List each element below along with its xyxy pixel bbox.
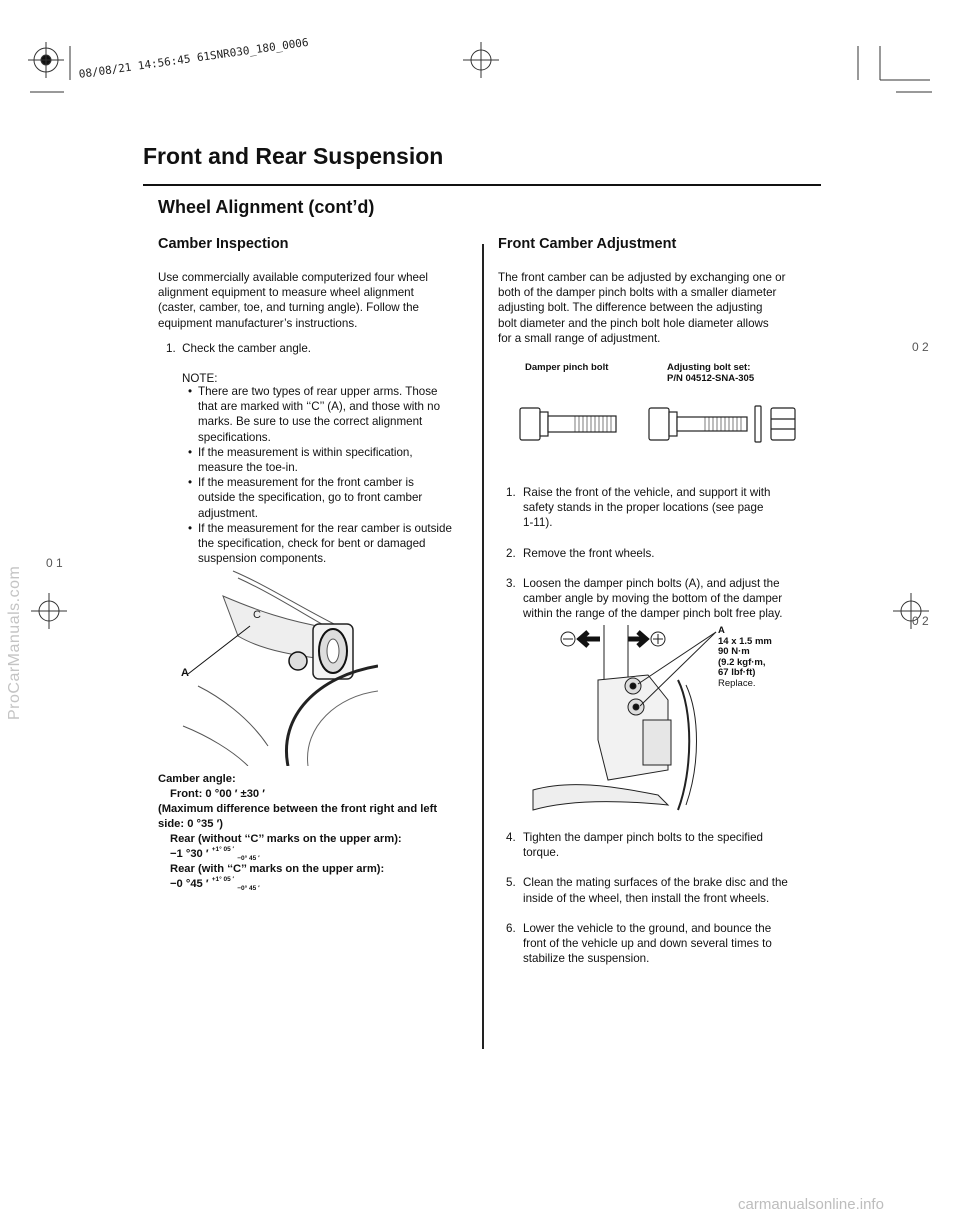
minus-sign bbox=[555, 628, 556, 629]
spec-rear-with-value: −0 °45 ′ $^{+1^\circ 05 '}$ $_{-0^\circ 45 '}$ bbox=[170, 876, 260, 892]
note-item: • If the measurement for the rear camber is outside the specification, check for bent or damaged suspension components. bbox=[182, 521, 482, 567]
note-label: NOTE: bbox=[182, 372, 218, 385]
section-title: Wheel Alignment (cont’d) bbox=[158, 197, 375, 217]
margin-mark: 0 1 bbox=[46, 556, 63, 570]
title-rule bbox=[143, 184, 821, 186]
camber-inspection-heading: Camber Inspection bbox=[158, 236, 289, 252]
step-item: 6. Lower the vehicle to the ground, and bounce the front of the vehicle up and down several times to stabilize the suspension. bbox=[506, 921, 772, 966]
camber-inspection-intro: Use commercially available computerized four wheel alignment equipment to measure wheel alignment (caster, camber, toe, and turning angle). Follow the equipment manufacturer’s instructions. bbox=[158, 271, 428, 330]
notes-list bbox=[182, 384, 482, 566]
figure-label-c: C bbox=[253, 609, 261, 621]
label-adjusting-bolt-set: Adjusting bolt set: P/N 04512-SNA-305 bbox=[667, 362, 755, 384]
note-item: • If the measurement for the front camber is outside the specification, go to front camber adjustment. bbox=[182, 475, 482, 521]
margin-mark: 0 2 bbox=[912, 340, 929, 354]
spec-rear-without-label: Rear (without ‘‘C’’ marks on the upper arm): bbox=[170, 833, 402, 845]
margin-mark: 0 2 bbox=[912, 614, 929, 628]
steps-1-to-3 bbox=[506, 485, 816, 621]
column-divider bbox=[482, 244, 484, 1049]
step-item: 2. Remove the front wheels. bbox=[506, 546, 655, 560]
spec-max-diff-line1: (Maximum difference between the front right and left bbox=[158, 803, 438, 815]
step-1: 1. Check the camber angle. bbox=[166, 342, 312, 355]
note-item: • If the measurement is within specification, measure the toe-in. bbox=[182, 445, 482, 475]
damper-adjustment-illustration bbox=[528, 620, 728, 820]
label-damper-pinch-bolt: Damper pinch bolt bbox=[525, 362, 609, 373]
step-item: 4. Tighten the damper pinch bolts to the specified torque. bbox=[506, 831, 763, 860]
note-item: • There are two types of rear upper arms. Those that are marked with ‘‘C’’ (A), and those with no marks. Be sure to use the correct alignment specifications. bbox=[182, 384, 482, 445]
plus-sign bbox=[651, 628, 652, 629]
step-item: 1. Raise the front of the vehicle, and support it with safety stands in the proper locations (see page 1-11). bbox=[506, 486, 771, 530]
camber-angle-heading: Camber angle: bbox=[158, 773, 236, 785]
step-item: 3. Loosen the damper pinch bolts (A), and adjust the camber angle by moving the bottom of the damper within the range of the damper pinch bolt free play. bbox=[506, 576, 783, 621]
front-camber-intro: The front camber can be adjusted by exchanging one or both of the damper pinch bolts with a smaller diameter adjusting bolt. The difference between the adjusting bolt diameter and the pinch bolt hole diameter allows for a small range of adjustment. bbox=[498, 271, 786, 345]
figure-label-a: A bbox=[181, 667, 189, 679]
torque-callout: A 14 x 1.5 mm 90 N·m (9.2 kgf·m, 67 lbf·ft) Replace. bbox=[718, 625, 772, 689]
spec-rear-without-value: −1 °30 ′ $^{+1^\circ 05 '}$ $_{-0^\circ 45 '}$ bbox=[170, 846, 260, 862]
spec-rear-with-label: Rear (with ‘‘C’’ marks on the upper arm): bbox=[170, 863, 385, 875]
step-item: 5. Clean the mating surfaces of the brake disc and the inside of the wheel, then install the front wheels. bbox=[506, 876, 788, 905]
rear-upper-arm-illustration bbox=[178, 566, 378, 766]
footer-watermark: carmanualsonline.info bbox=[738, 1196, 884, 1213]
side-watermark: ProCarManuals.com bbox=[6, 565, 23, 720]
steps-4-to-6 bbox=[506, 830, 816, 966]
spec-front: Front: 0 °00 ′ ±30 ′ bbox=[170, 788, 265, 800]
front-camber-adjustment-heading: Front Camber Adjustment bbox=[498, 236, 677, 252]
spec-max-diff-line2: side: 0 °35 ′) bbox=[158, 818, 223, 830]
bolts-illustration bbox=[515, 398, 805, 450]
timestamp-stamp: 08/08/21 14:56:45 61SNR030_180_0006 bbox=[78, 35, 310, 81]
page-title: Front and Rear Suspension bbox=[143, 143, 444, 169]
